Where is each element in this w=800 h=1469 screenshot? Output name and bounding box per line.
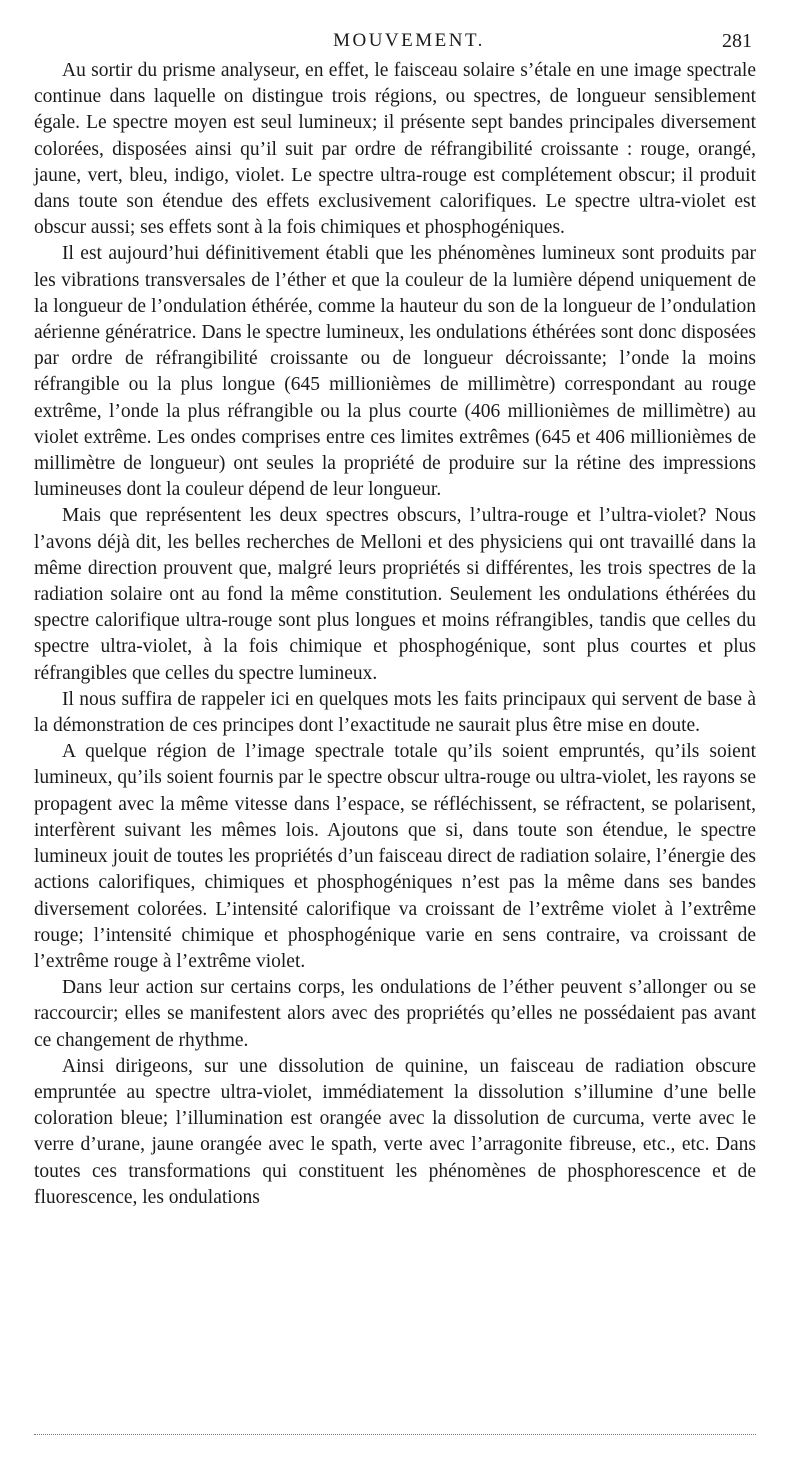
paragraph-3: Mais que représentent les deux spectres obscurs, l’ultra-rouge et l’ultra-violet? Nous l’avons déjà dit, les belles recherches de Melloni et des physiciens qui ont travaillé dans la même direction prouvent que, malgré leurs propriétés si différentes, les trois spectres de la radiation solaire ont au fond la même constitution. Seulement les ondulations éthérées du spectre calorifique ultra-rouge sont plus longues et moins réfrangibles, tandis que celles du spectre ultra-violet, à la fois chimique et phosphogénique, sont plus courtes et plus réfrangibles que celles du spectre lumineux.	[34, 505, 756, 684]
page-header	[66, 30, 752, 54]
page-number: 281	[722, 30, 752, 52]
paragraph-4: Il nous suffira de rappeler ici en quelques mots les faits principaux qui servent de base à la démonstration de ces principes dont l’exactitude ne saurait plus être mise en doute.	[34, 688, 756, 737]
paragraph-2: Il est aujourd’hui définitivement établi que les phénomènes lumineux sont produits par les vibrations transversales de l’éther et que la couleur de la lumière dépend uniquement de la longueur de l’ondulation éthérée, comme la hauteur du son de la longueur de l’ondulation aérienne génératrice. Dans le spectre lumineux, les ondulations éthérées sont donc disposées par ordre de réfrangibilité croissante ou de longueur décroissante; l’onde la moins réfrangible ou la plus longue (645 millionièmes de millimètre) correspondant au rouge extrême, l’onde la plus réfrangible ou la plus courte (406 millionièmes de millimètre) au violet extrême. Les ondes comprises entre ces limites extrêmes (645 et 406 millionièmes de millimètre de longueur) ont seules la propriété de produire sur la rétine des impressions lumineuses dont la couleur dépend de leur longueur.	[34, 243, 756, 501]
footer-rule	[34, 1434, 756, 1437]
body-text	[34, 58, 756, 1211]
paragraph-5: A quelque région de l’image spectrale totale qu’ils soient empruntés, qu’ils soient lumineux, qu’ils soient fournis par le spectre obscur ultra-rouge ou ultra-violet, les rayons se propagent avec la même vitesse dans l’espace, se réfléchissent, se réfractent, se polarisent, interfèrent suivant les mêmes lois. Ajoutons que si, dans toute son étendue, le spectre lumineux jouit de toutes les propriétés d’un faisceau direct de radiation solaire, l’énergie des actions calorifiques, chimiques et phosphogéniques n’est pas la même dans ses bandes diversement colorées. L’intensité calorifique va croissant de l’extrême violet à l’extrême rouge; l’intensité chimique et phosphogénique varie en sens contraire, va croissant de l’extrême rouge à l’extrême violet.	[34, 741, 756, 972]
paragraph-7: Ainsi dirigeons, sur une dissolution de quinine, un faisceau de radiation obscure empruntée au spectre ultra-violet, immédiatement la dissolution s’illumine d’une belle coloration bleue; l’illumination est orangée avec la dissolution de curcuma, verte avec le verre d’urane, jaune orangée avec le spath, verte avec l’arragonite fibreuse, etc., etc. Dans toutes ces transformations qui constituent les phénomènes de phosphorescence et de fluorescence, les ondulations	[34, 1055, 756, 1208]
running-title: MOUVEMENT.	[333, 30, 485, 51]
paragraph-1: Au sortir du prisme analyseur, en effet, le faisceau solaire s’étale en une image spectrale continue dans laquelle on distingue trois régions, ou spectres, de longueur sensiblement égale. Le spectre moyen est seul lumineux; il présente sept bandes principales diversement colorées, disposées ainsi qu’il suit par ordre de réfrangibilité croissante : rouge, orangé, jaune, vert, bleu, indigo, violet. Le spectre ultra-rouge est complétement obscur; il produit dans toute son étendue des effets exclusivement calorifiques. Le spectre ultra-violet est obscur aussi; ses effets sont à la fois chimiques et phosphogéniques.	[34, 60, 756, 239]
paragraph-6: Dans leur action sur certains corps, les ondulations de l’éther peuvent s’allonger ou se raccourcir; elles se manifestent alors avec des propriétés qu’elles ne possédaient pas avant ce changement de rhythme.	[34, 977, 756, 1051]
